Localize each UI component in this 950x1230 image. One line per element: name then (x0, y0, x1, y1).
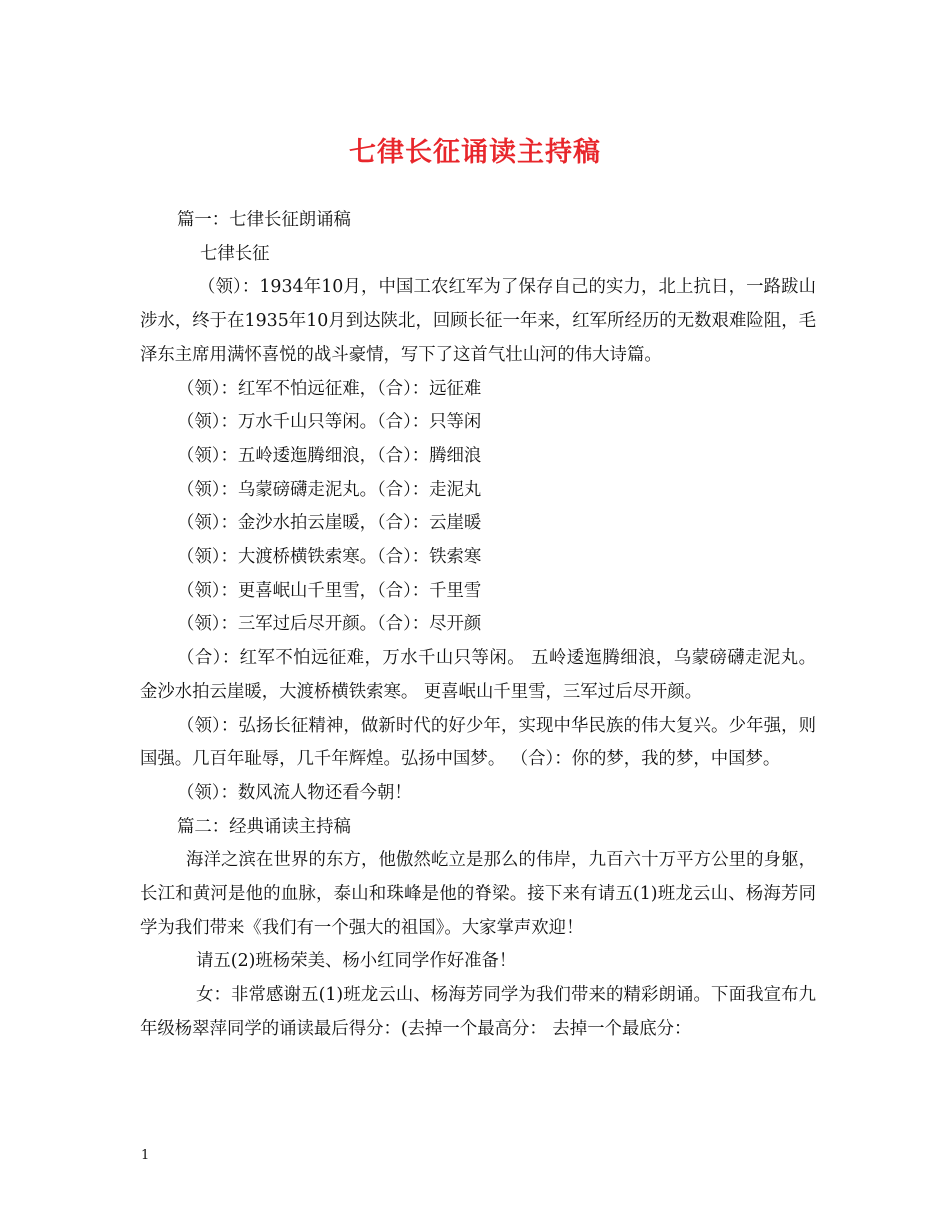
section-heading-2: 篇二：经典诵读主持稿 (177, 816, 351, 837)
intro-paragraph: （领）：1934年10月，中国工农红军为了保存自己的实力，北上抗日，一路跋山涉水，终于在1935年10月到达陕北，回顾长征一年来，红军所经历的无数艰难险阻，毛泽东主席用满怀喜悦的战斗豪情，写下了这首气壮山河的伟大诗篇。 (140, 277, 816, 365)
host-paragraph: 女：非常感谢五(1)班龙云山、杨海芳同学为我们带来的精彩朗诵。下面我宣布九年级杨翠萍同学的诵读最后得分：(去掉一个最高分： 去掉一个最底分： (140, 985, 816, 1039)
closing-line: （领）：数风流人物还看今朝！ (177, 782, 412, 803)
page-number: 1 (141, 1148, 150, 1163)
chorus-paragraph: （合）：红军不怕远征难，万水千山只等闲。 五岭逶迤腾细浪，乌蒙磅礴走泥丸。 金沙水拍云崖暖，大渡桥横铁索寒。 更喜岷山千里雪，三军过后尽开颜。 (140, 648, 822, 702)
host-paragraph: 海洋之滨在世界的东方，他傲然屹立是那么的伟岸，九百六十万平方公里的身躯，长江和黄河是他的血脉，泰山和珠峰是他的脊梁。接下来有请五(1)班龙云山、杨海芳同学为我们带来《我们有一个强大的祖国》。大家掌声欢迎！ (140, 850, 816, 938)
document-title: 七律长征诵读主持稿 (349, 137, 601, 168)
document-body (140, 204, 822, 1047)
poem-line: （领）：万水千山只等闲。（合）：只等闲 (177, 412, 482, 433)
poem-line: （领）：三军过后尽开颜。（合）：尽开颜 (177, 614, 482, 635)
poem-line: （领）：更喜岷山千里雪，（合）：千里雪 (177, 580, 482, 601)
poem-line: （领）：金沙水拍云崖暖，（合）：云崖暖 (177, 513, 482, 534)
poem-line: （领）：红军不怕远征难，（合）：远征难 (177, 378, 482, 399)
poem-title: 七律长征 (200, 243, 270, 264)
poem-line: （领）：大渡桥横铁索寒。（合）：铁索寒 (177, 547, 482, 568)
poem-line: （领）：乌蒙磅礴走泥丸。（合）：走泥丸 (177, 479, 482, 500)
poem-line: （领）：五岭逶迤腾细浪，（合）：腾细浪 (177, 445, 482, 466)
closing-paragraph: （领）：弘扬长征精神，做新时代的好少年，实现中华民族的伟大复兴。少年强，则国强。几百年耻辱，几千年辉煌。弘扬中国梦。 （合）：你的梦，我的梦，中国梦。 (140, 715, 816, 770)
host-paragraph: 请五(2)班杨荣美、杨小红同学作好准备！ (196, 951, 517, 972)
section-heading-1: 篇一：七律长征朗诵稿 (177, 210, 351, 230)
